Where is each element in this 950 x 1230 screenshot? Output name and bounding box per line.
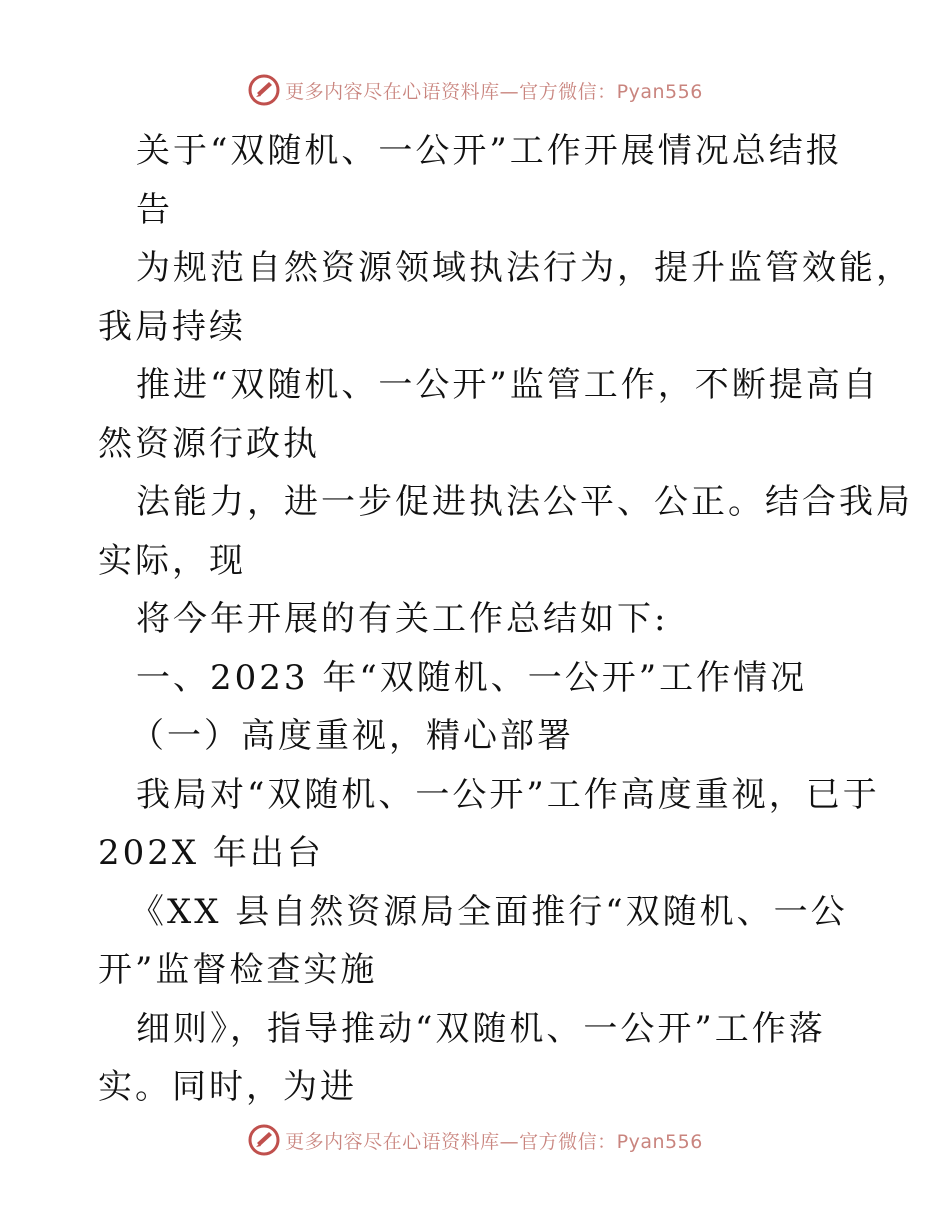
seal-logo-icon xyxy=(247,1123,281,1157)
paragraph-line: 将今年开展的有关工作总结如下: xyxy=(136,599,669,639)
section-heading: 一、2023 年“双随机、一公开”工作情况 xyxy=(136,657,808,698)
seal-logo-icon xyxy=(247,73,281,107)
paragraph-line: 推进“双随机、一公开”监管工作，不断提高自 xyxy=(136,365,880,405)
subsection-heading: （一）高度重视，精心部署 xyxy=(130,716,574,756)
document-title-line-1: 关于“双随机、一公开”工作开展情况总结报 xyxy=(136,131,843,171)
paragraph-line: 实。同时，为进 xyxy=(98,1067,357,1107)
document-title-line-2: 告 xyxy=(136,189,173,230)
paragraph-line: 202X 年出台 xyxy=(98,833,324,873)
paragraph-line: 《XX 县自然资源局全面推行“双随机、一公 xyxy=(130,891,848,932)
document-body xyxy=(98,122,913,1117)
paragraph-line: 法能力，进一步促进执法公平、公正。结合我局 xyxy=(136,482,913,522)
paragraph-line: 为规范自然资源领域执法行为，提升监管效能， xyxy=(136,248,913,288)
paragraph-line: 开”监督检查实施 xyxy=(98,950,378,990)
footer-banner-text: 更多内容尽在心语资料库—官方微信：Pyan556 xyxy=(285,1130,703,1153)
paragraph-line: 然资源行政执 xyxy=(98,423,320,464)
header-banner xyxy=(0,70,950,110)
paragraph-line: 我局对“双随机、一公开”工作高度重视，已于 xyxy=(136,774,880,815)
paragraph-line: 实际，现 xyxy=(98,540,246,581)
header-banner-text: 更多内容尽在心语资料库—官方微信：Pyan556 xyxy=(285,80,703,103)
paragraph-line: 我局持续 xyxy=(98,306,246,347)
paragraph-line: 细则》，指导推动“双随机、一公开”工作落 xyxy=(136,1008,826,1049)
footer-banner xyxy=(0,1120,950,1160)
